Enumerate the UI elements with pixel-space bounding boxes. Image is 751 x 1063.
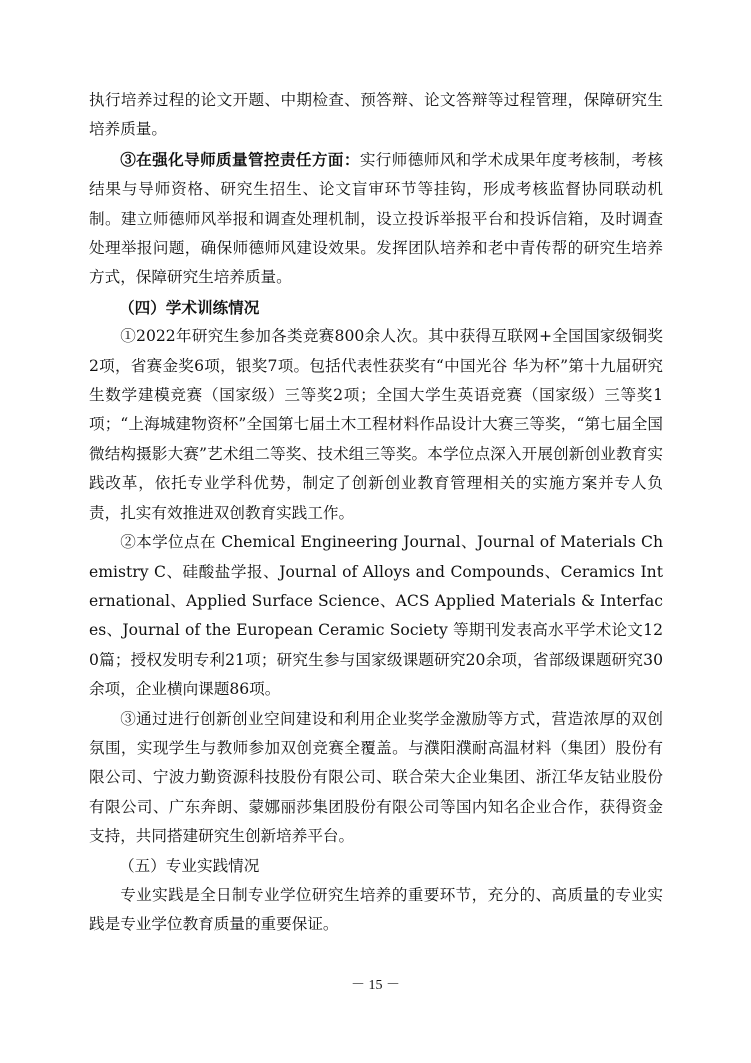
page-number: － 15 － <box>351 978 400 993</box>
paragraph-process-management: 执行培养过程的论文开题、中期检查、预答辩、论文答辩等过程管理，保障研究生培养质量。 <box>89 91 663 139</box>
paragraph-supervisor-quality <box>89 145 663 293</box>
section-heading-professional-practice: （五）专业实践情况 <box>119 856 260 875</box>
document-page <box>89 86 663 940</box>
paragraph-publications: ②本学位点在 Chemical Engineering Journal、Journal of Materials Chemistry C、硅酸盐学报、Journal of Alloys and Compounds、Ceramics International、Applied Surface Science、ACS Applied Materials & Interfaces、Journal of the European Ceramic Society 等期刊发表高水平学术论文120篇；授权发明专利21项；研究生参与国家级课题研究20余项，省部级课题研究30余项，企业横向课题86项。 <box>89 533 663 699</box>
supervisor-quality-body: 实行师德师风和学术成果年度考核制，考核结果与导师资格、研究生招生、论文盲审环节等挂钩，形成考核监督协同联动机制。建立师德师风举报和调查处理机制，设立投诉举报平台和投诉信箱，及时调查处理举报问题，确保师德师风建设效果。发挥团队培养和老中青传帮的研究生培养方式，保障研究生培养质量。 <box>89 150 663 287</box>
section-heading-academic-training: （四）学术训练情况 <box>119 297 260 317</box>
paragraph-professional-practice: 专业实践是全日制专业学位研究生培养的重要环节，充分的、高质量的专业实践是专业学位教育质量的重要保证。 <box>89 885 663 934</box>
paragraph-innovation: ③通过进行创新创业空间建设和利用企业奖学金激励等方式，营造浓厚的双创氛围，实现学生与教师参加双创竞赛全覆盖。与濮阳濮耐高温材料（集团）股份有限公司、宁波力勤资源科技股份有限公司、联合荣大企业集团、浙江华友钴业股份有限公司、广东奔朗、蒙娜丽莎集团股份有限公司等国内知名企业合作，获得资金支持，共同搭建研究生创新培养平台。 <box>89 709 663 846</box>
supervisor-quality-lead: ③在强化导师质量管控责任方面： <box>120 149 360 169</box>
paragraph-competitions: ①2022年研究生参加各类竞赛800余人次。其中获得互联网+全国国家级铜奖2项，省赛金奖6项，银奖7项。包括代表性获奖有“中国光谷 华为杯”第十九届研究生数学建模竞赛（国家级）三等奖2项；全国大学生英语竞赛（国家级）三等奖1项；“上海城建物资杯”全国第七届土木工程材料作品设计大赛三等奖，“第七届全国微结构摄影大赛”艺术组二等奖、技术组三等奖。本学位点深入开展创新创业教育实践改革，依托专业学科优势，制定了创新创业教育管理相关的实施方案并专人负责，扎实有效推进双创教育实践工作。 <box>89 327 663 522</box>
